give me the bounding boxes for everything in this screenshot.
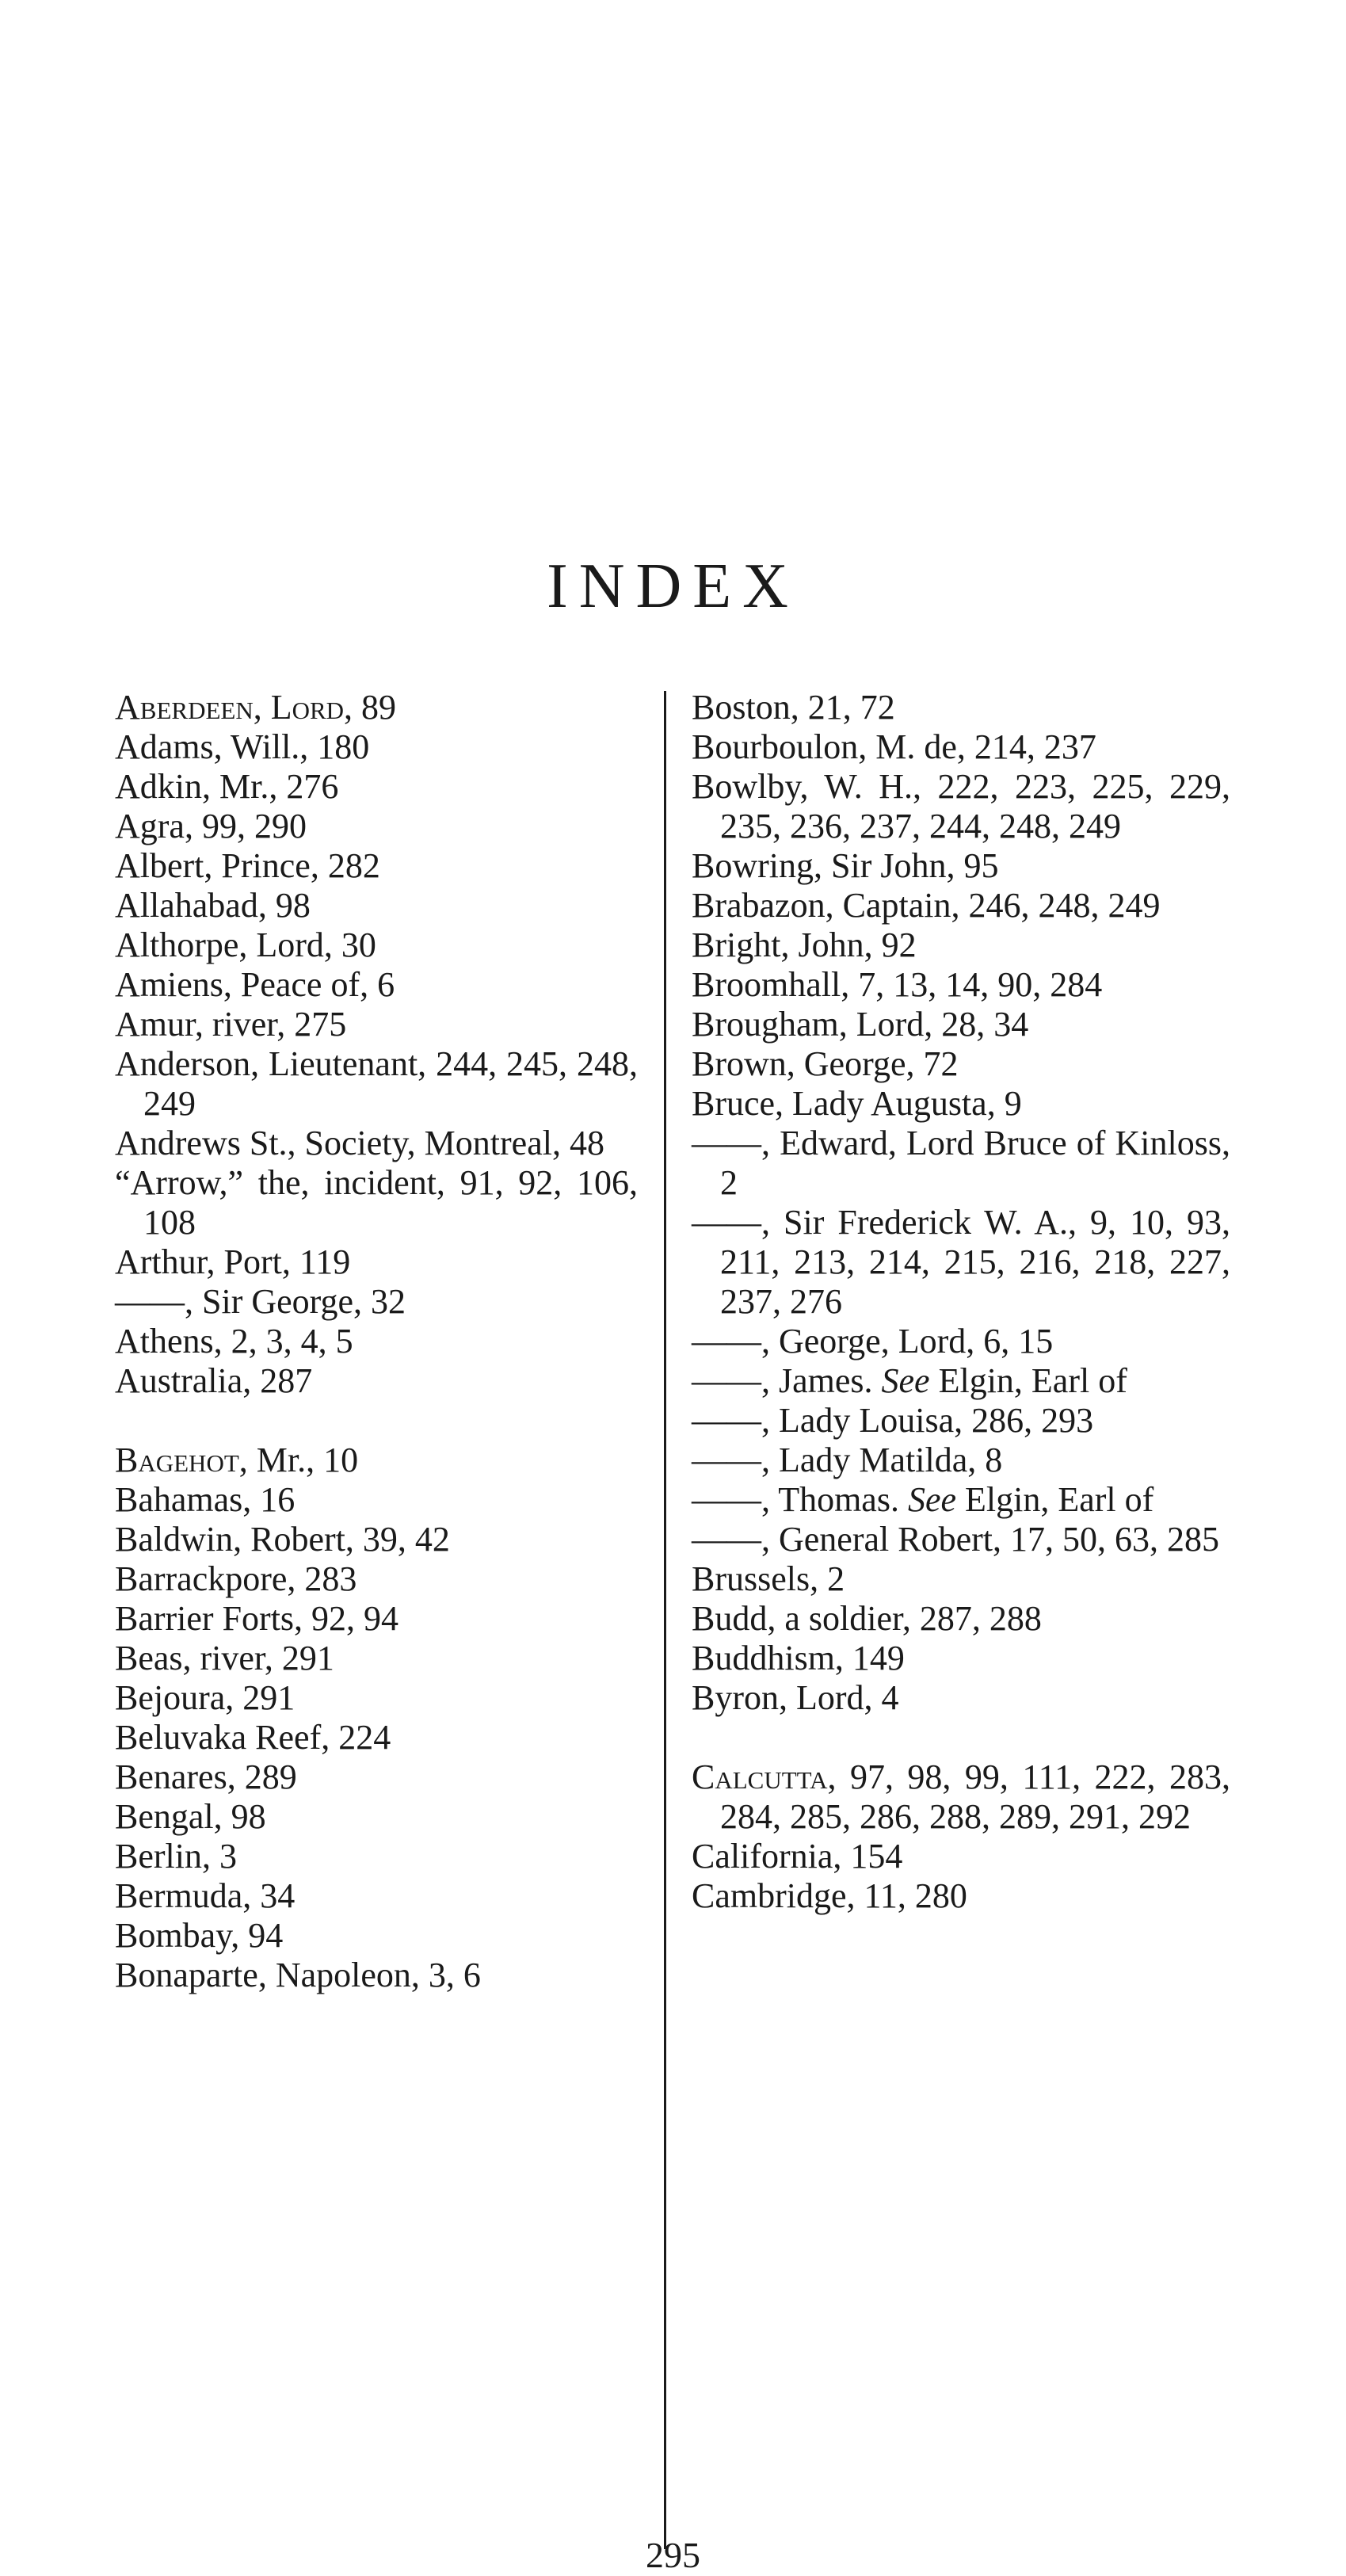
index-entry: Althorpe, Lord, 30 [115, 925, 376, 964]
index-entry: ——, George, Lord, 6, 15 [692, 1322, 1054, 1361]
index-entry: Anderson, Lieutenant, 244, 245, 248, 249 [115, 1044, 638, 1123]
index-entry: Byron, Lord, 4 [692, 1678, 899, 1717]
index-entry: Bermuda, 34 [115, 1876, 296, 1915]
entry-heading: ——, Thomas. [692, 1480, 908, 1519]
entry-lead-word: Calcutta [692, 1757, 828, 1796]
index-entry: Andrews St., Society, Montreal, 48 [115, 1124, 604, 1162]
index-entry: Bourboulon, M. de, 214, 237 [692, 727, 1096, 766]
index-entry: Bruce, Lady Augusta, 9 [692, 1084, 1022, 1123]
index-entry: Allahabad, 98 [115, 886, 311, 925]
index-entry: ——, Sir George, 32 [115, 1282, 406, 1321]
index-entry: ——, Edward, Lord Bruce of Kinloss, 2 [692, 1124, 1230, 1202]
index-entry: Cambridge, 11, 280 [692, 1876, 967, 1915]
entry-pages: , 89 [344, 688, 397, 727]
index-entry: Bahamas, 16 [115, 1480, 296, 1519]
index-entry: ——, General Robert, 17, 50, 63, 285 [692, 1520, 1219, 1559]
index-entry: Berlin, 3 [115, 1837, 237, 1876]
reference-target: Elgin, Earl of [956, 1480, 1154, 1519]
index-entry: ——, Lady Louisa, 286, 293 [692, 1401, 1094, 1440]
page-number: 295 [646, 2535, 700, 2575]
index-entry: Boston, 21, 72 [692, 688, 895, 727]
index-entry: Adkin, Mr., 276 [115, 767, 339, 806]
index-column-right [692, 688, 1230, 1916]
index-entry: Broomhall, 7, 13, 14, 90, 284 [692, 965, 1103, 1004]
section-gap [692, 1718, 1230, 1757]
index-entry: ——, Lady Matilda, 8 [692, 1441, 1003, 1479]
index-entry: Australia, 287 [115, 1361, 313, 1400]
index-entry: Athens, 2, 3, 4, 5 [115, 1322, 353, 1361]
index-entry: Brussels, 2 [692, 1559, 845, 1598]
index-entry [692, 1757, 1230, 1837]
index-column-left [115, 688, 638, 1995]
section-gap [115, 1401, 638, 1441]
index-entry: Beluvaka Reef, 224 [115, 1718, 391, 1757]
index-entry: Budd, a soldier, 287, 288 [692, 1599, 1042, 1638]
index-entry: Brown, George, 72 [692, 1044, 959, 1083]
index-entry: Barrier Forts, 92, 94 [115, 1599, 399, 1638]
entry-heading: ——, James. [692, 1361, 882, 1400]
index-entry: Brougham, Lord, 28, 34 [692, 1005, 1029, 1044]
index-entry: Bonaparte, Napoleon, 3, 6 [115, 1956, 481, 1994]
index-entry [692, 1361, 1230, 1401]
index-entry: Albert, Prince, 282 [115, 846, 380, 885]
index-entry: Bowring, Sir John, 95 [692, 846, 999, 885]
index-entry: Bombay, 94 [115, 1916, 284, 1955]
page-title: INDEX [547, 551, 799, 621]
index-entry: Bright, John, 92 [692, 925, 917, 964]
index-entry: Amur, river, 275 [115, 1005, 347, 1044]
index-entry: Bowlby, W. H., 222, 223, 225, 229, 235, 236, 237, 244, 248, 249 [692, 767, 1230, 845]
entry-pages: , 97, 98, 99, 111, 222, 283, 284, 285, 286, 288, 289, 291, 292 [720, 1757, 1230, 1836]
index-entry [115, 688, 638, 727]
index-entry: Adams, Will., 180 [115, 727, 370, 766]
index-entry: ——, Sir Frederick W. A., 9, 10, 93, 211, 213, 214, 215, 216, 218, 227, 237, 276 [692, 1203, 1230, 1321]
index-entry: Benares, 289 [115, 1757, 297, 1796]
index-entry: Brabazon, Captain, 246, 248, 249 [692, 886, 1161, 925]
index-entry: Baldwin, Robert, 39, 42 [115, 1520, 450, 1559]
index-entry [692, 1480, 1230, 1520]
index-entry: Agra, 99, 290 [115, 807, 307, 845]
index-entry: Arthur, Port, 119 [115, 1242, 351, 1281]
index-entry: Bengal, 98 [115, 1797, 266, 1836]
index-entry: Beas, river, 291 [115, 1639, 334, 1677]
index-entry [115, 1441, 638, 1480]
index-entry: Amiens, Peace of, 6 [115, 965, 395, 1004]
index-entry: Bejoura, 291 [115, 1678, 296, 1717]
entry-lead-word: Bagehot [115, 1441, 239, 1479]
see-reference: See [881, 1361, 930, 1400]
index-entry: Barrackpore, 283 [115, 1559, 357, 1598]
entry-pages: , Mr., 10 [238, 1441, 359, 1479]
index-entry: “Arrow,” the, incident, 91, 92, 106, 108 [115, 1163, 638, 1242]
index-entry: California, 154 [692, 1837, 903, 1876]
index-entry: Buddhism, 149 [692, 1639, 905, 1677]
reference-target: Elgin, Earl of [929, 1361, 1127, 1400]
see-reference: See [907, 1480, 957, 1519]
entry-lead-word: Aberdeen, Lord [115, 688, 345, 727]
column-divider [664, 691, 666, 2549]
